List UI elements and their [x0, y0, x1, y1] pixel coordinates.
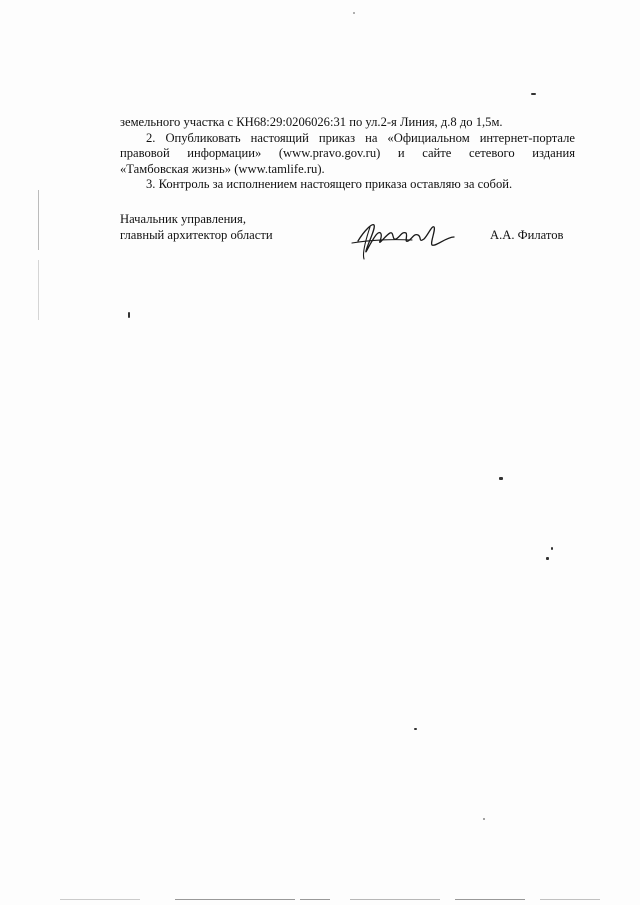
- signer-name: А.А. Филатов: [490, 228, 564, 242]
- paragraph-continuation: земельного участка с КН68:29:0206026:31 по ул.2-я Линия, д.8 до 1,5м.: [120, 115, 503, 129]
- handwritten-signature: [350, 213, 460, 263]
- scan-speck: [546, 557, 549, 560]
- paragraph-control: 3. Контроль за исполнением настоящего приказа оставляю за собой.: [146, 177, 513, 192]
- scan-edge-line: [175, 899, 295, 900]
- scan-margin-artifact: [38, 260, 39, 320]
- scan-speck: [551, 547, 553, 550]
- paragraph-publish-line1: 2. Опубликовать настоящий приказ на «Официальном интернет-портале: [146, 130, 575, 145]
- scan-speck: [531, 93, 536, 95]
- scan-speck: [483, 818, 485, 820]
- scan-edge-line: [350, 899, 440, 900]
- paragraph-publish-line2: правовой информации» (www.pravo.gov.ru) и сайте сетевого издания: [120, 146, 575, 161]
- scan-speck: [353, 12, 355, 14]
- signer-position-line1: Начальник управления,: [120, 212, 246, 226]
- document-body: [120, 115, 575, 193]
- paragraph-publish-line3: «Тамбовская жизнь» (www.tamlife.ru).: [120, 161, 325, 176]
- signer-position-line2: главный архитектор области: [120, 227, 273, 242]
- scan-edge-line: [455, 899, 525, 900]
- scan-edge-line: [300, 899, 330, 900]
- scan-edge-line: [60, 899, 140, 900]
- scan-edge-line: [540, 899, 600, 900]
- signer-position: [120, 212, 273, 243]
- scan-speck: [128, 312, 130, 318]
- scan-speck: [499, 477, 503, 480]
- scan-margin-artifact: [38, 190, 39, 250]
- scan-speck: [414, 728, 417, 730]
